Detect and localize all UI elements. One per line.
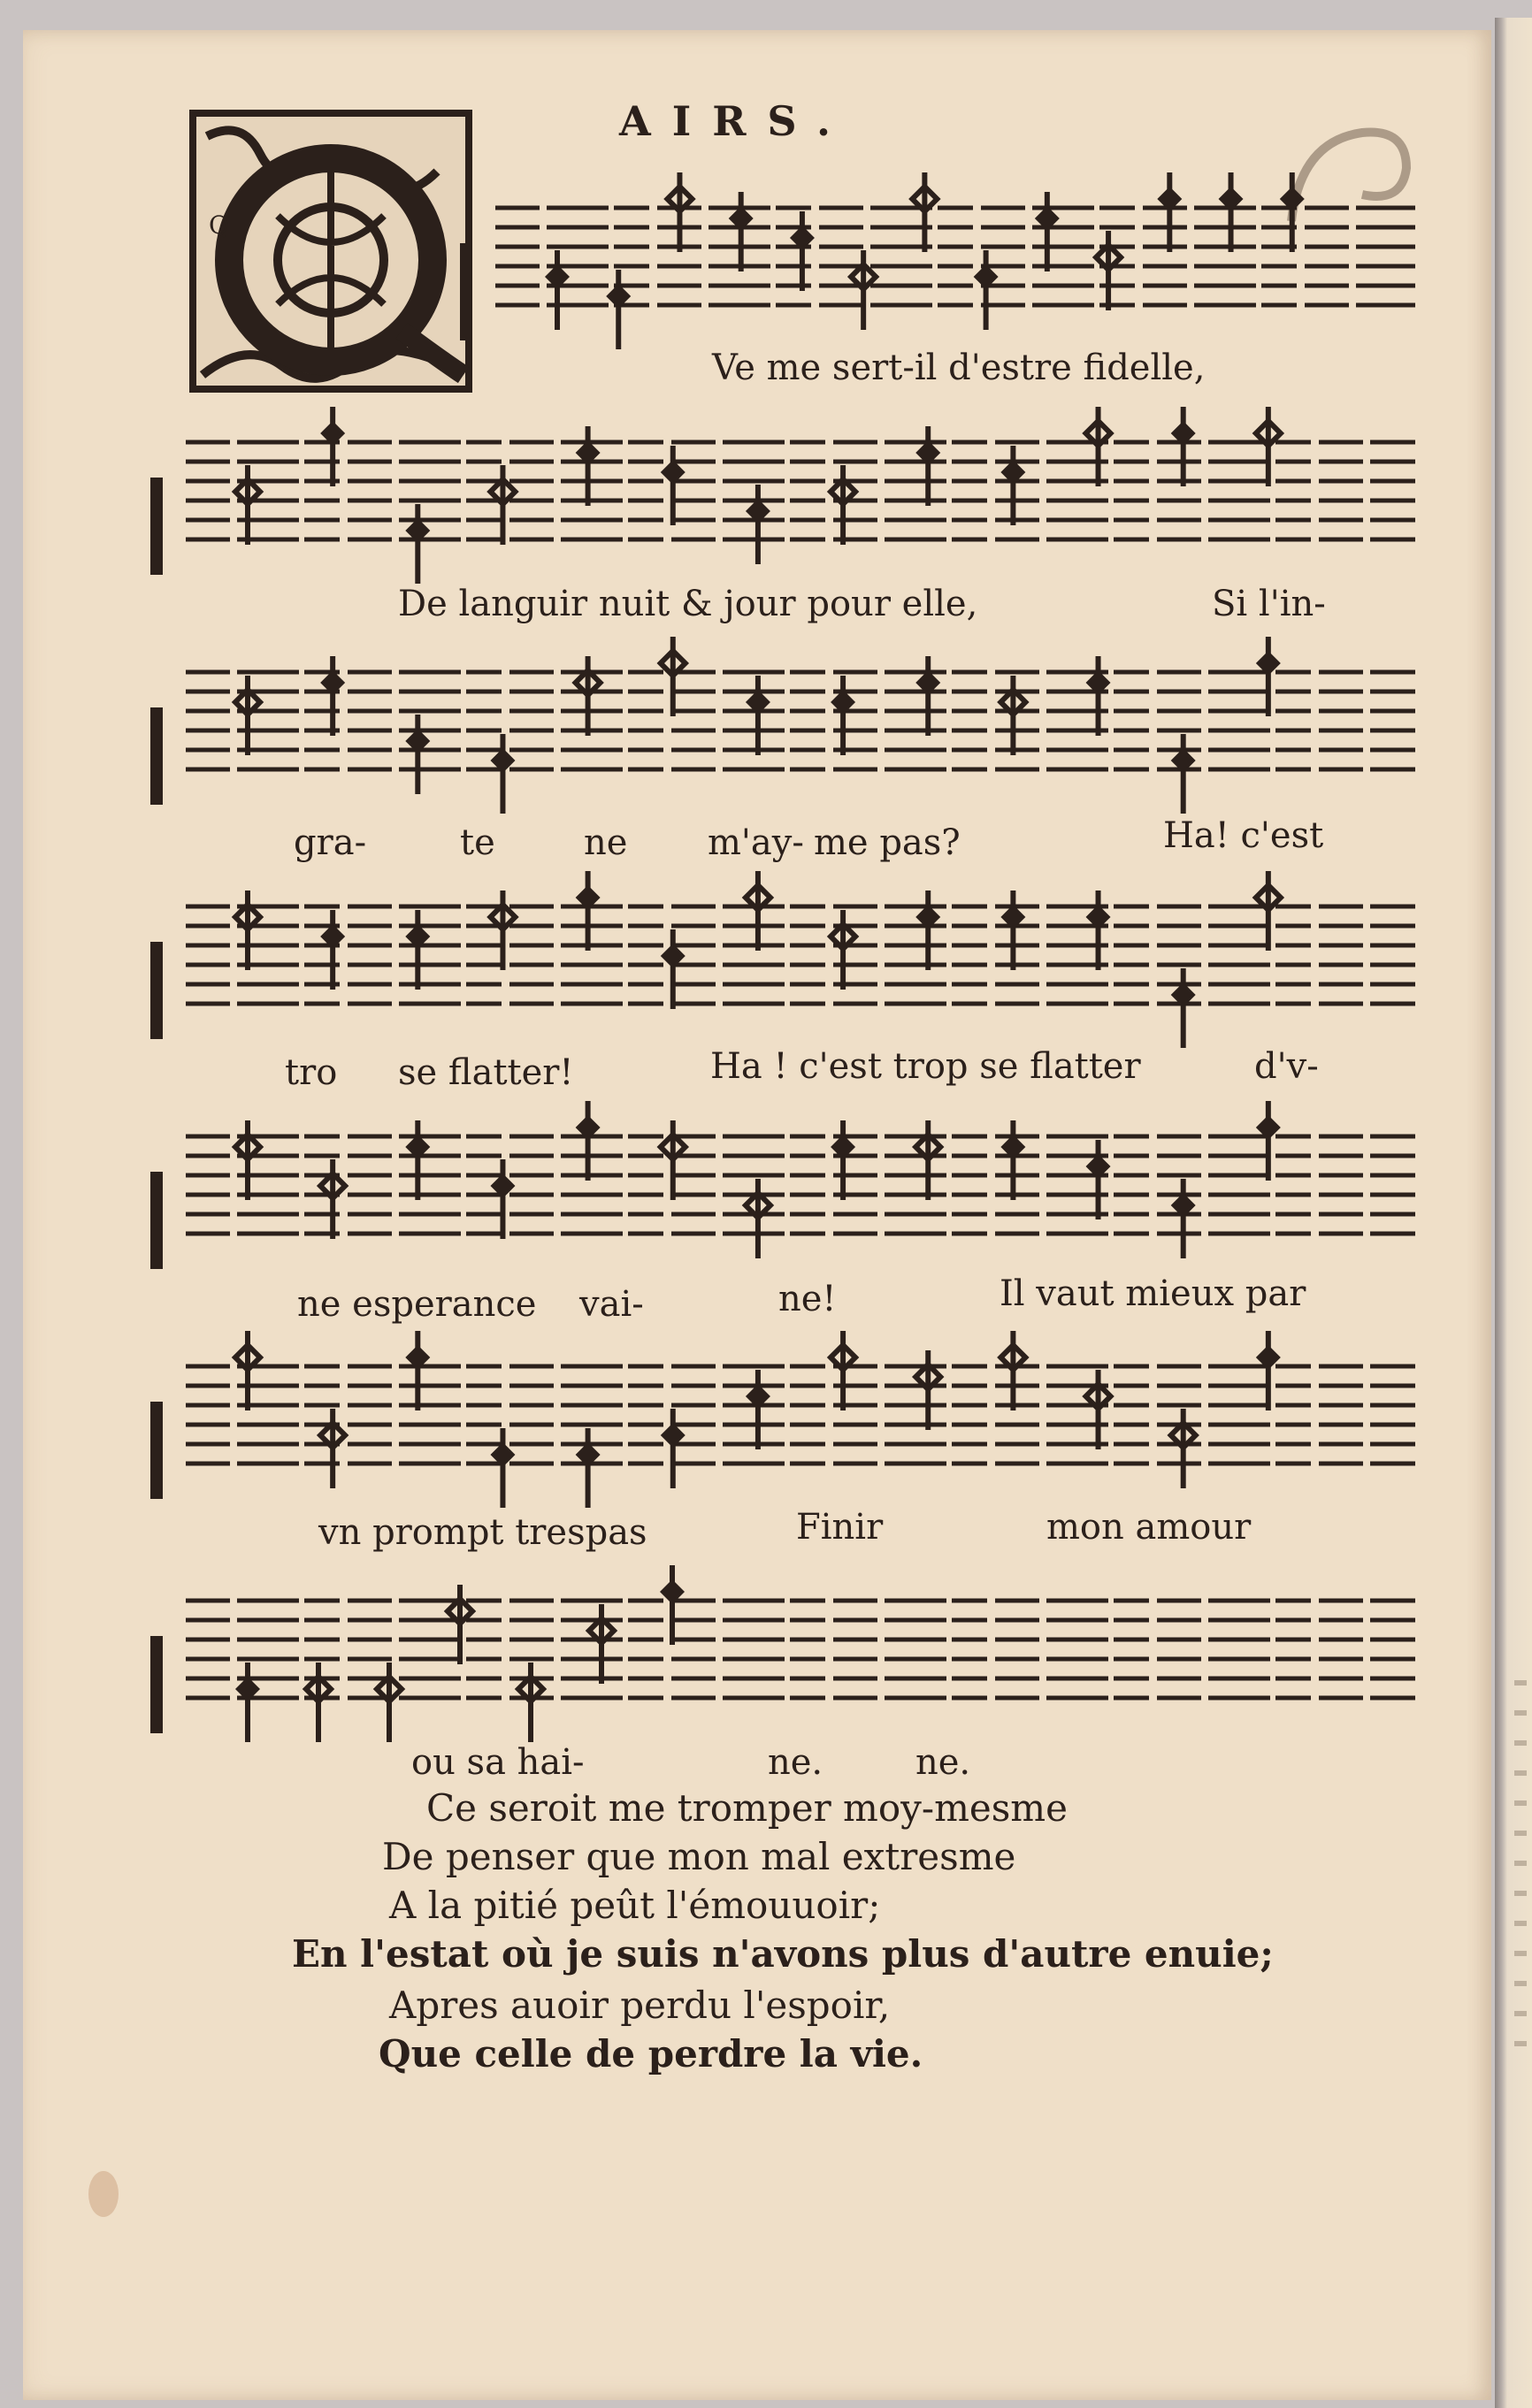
lyric-syllable: Il vaut mieux par xyxy=(1000,1273,1306,1314)
lyric-syllable: vn prompt trespas xyxy=(318,1512,647,1553)
lyric-syllable: ne esperance xyxy=(297,1284,537,1325)
facing-page-edge xyxy=(1514,1680,1527,2052)
verse-line-2: De penser que mon mal extresme xyxy=(382,1835,1016,1878)
lyric-syllable: ne! xyxy=(778,1279,837,1319)
lyric-syllable: Finir xyxy=(796,1507,884,1548)
clef-mark xyxy=(150,707,163,805)
initial-letter: Q xyxy=(209,210,229,240)
lyric-syllable: ne xyxy=(584,822,628,863)
clef-mark xyxy=(150,1172,163,1269)
lyric-line-1: Ve me sert-il d'estre fidelle, xyxy=(712,348,1206,388)
clef-mark xyxy=(150,478,163,575)
clef-mark xyxy=(150,1402,163,1499)
lyric-syllable: vai- xyxy=(579,1284,644,1325)
lyric-line-2: De languir nuit & jour pour elle, xyxy=(398,584,978,624)
lyric-line-2b: Si l'in- xyxy=(1212,584,1326,624)
paper-stain xyxy=(88,2171,119,2217)
lyric-syllable: te xyxy=(460,822,495,863)
lyric-syllable: Ha ! c'est trop se flatter xyxy=(710,1046,1141,1087)
verse-line-4: En l'estat où je suis n'avons plus d'autre enuie; xyxy=(292,1932,1274,1976)
verse-line-1: Ce seroit me tromper moy-mesme xyxy=(426,1786,1068,1830)
verse-line-5: Apres auoir perdu l'espoir, xyxy=(389,1984,891,2027)
lyric-syllable: mon amour xyxy=(1046,1507,1252,1548)
lyric-syllable: ne. xyxy=(768,1742,823,1783)
lyric-syllable: me pas? xyxy=(814,822,961,863)
lyric-syllable: gra- xyxy=(294,822,367,863)
running-title: AIRS. xyxy=(619,97,853,145)
clef-mark xyxy=(150,942,163,1039)
lyric-syllable: ou sa hai- xyxy=(411,1742,585,1783)
lyric-syllable: m'ay- xyxy=(708,822,804,863)
lyric-syllable: se flatter! xyxy=(398,1052,574,1093)
lyric-syllable: tro xyxy=(285,1052,338,1093)
lyric-syllable: ne. xyxy=(915,1742,971,1783)
clef-mark xyxy=(460,243,472,340)
lyric-syllable: Ha! c'est xyxy=(1163,815,1324,856)
clef-mark xyxy=(150,1636,163,1733)
verse-line-6: Que celle de perdre la vie. xyxy=(379,2032,923,2075)
verse-line-3: A la pitié peût l'émouuoir; xyxy=(389,1884,881,1927)
lyric-syllable: d'v- xyxy=(1254,1046,1319,1087)
